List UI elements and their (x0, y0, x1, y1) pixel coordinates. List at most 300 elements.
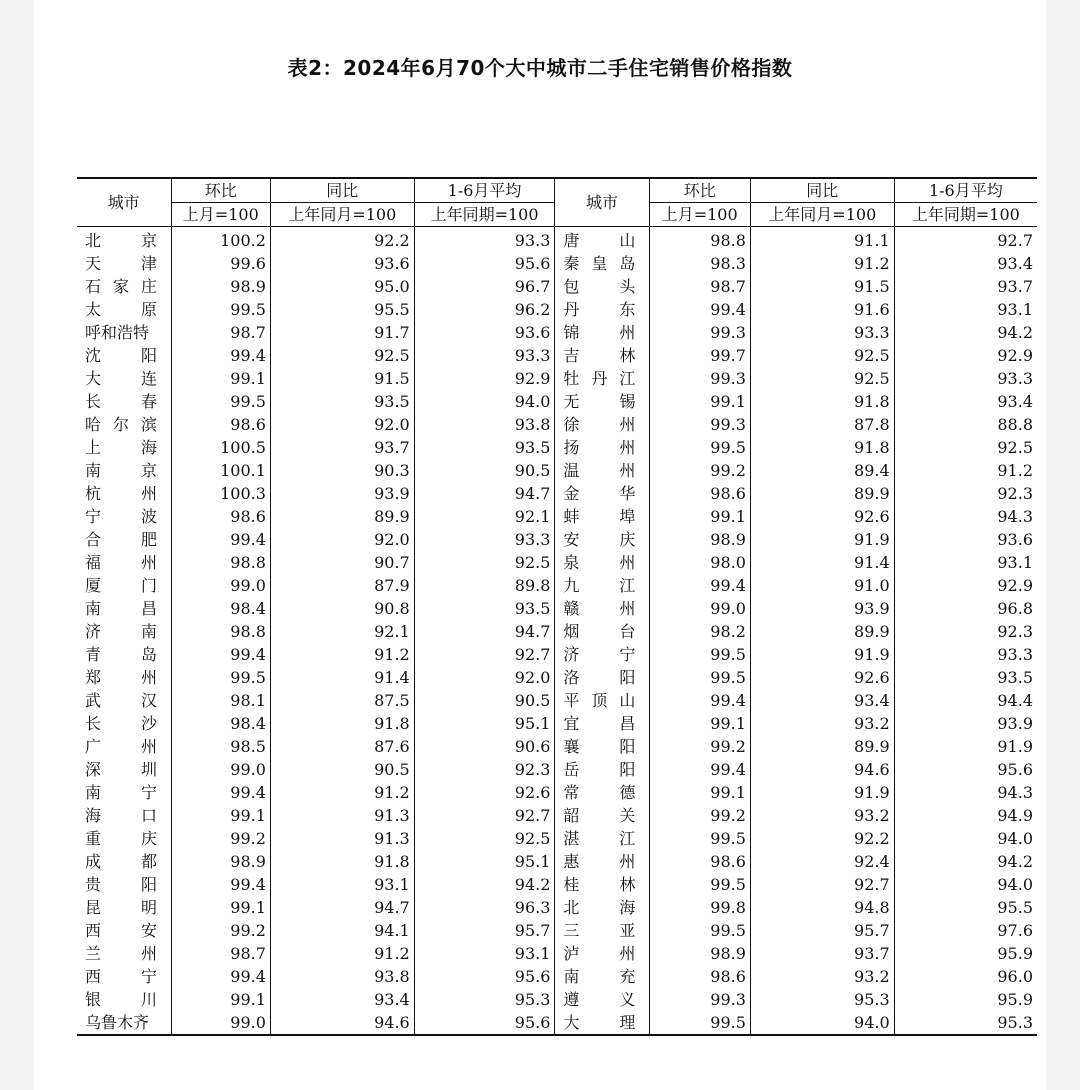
city-cell (555, 1011, 649, 1035)
table-row (77, 436, 1037, 459)
city-cell (555, 597, 649, 620)
avg-cell: 92.1 (414, 505, 555, 528)
header-avg-base: 上年同期=100 (414, 203, 555, 227)
yoy-cell: 91.2 (270, 781, 414, 804)
yoy-cell: 94.1 (270, 919, 414, 942)
city-name: 西 安 (85, 920, 157, 940)
city-cell (555, 528, 649, 551)
mom-cell: 99.2 (171, 919, 270, 942)
city-cell (77, 436, 171, 459)
yoy-cell: 87.5 (270, 689, 414, 712)
yoy-cell: 92.6 (750, 505, 894, 528)
mom-cell: 99.3 (649, 988, 750, 1011)
city-cell (555, 712, 649, 735)
avg-cell: 93.5 (414, 597, 555, 620)
table-row (77, 712, 1037, 735)
city-cell (77, 505, 171, 528)
yoy-cell: 87.6 (270, 735, 414, 758)
city-cell (77, 459, 171, 482)
mom-cell: 99.1 (171, 804, 270, 827)
avg-cell: 92.3 (414, 758, 555, 781)
city-cell (77, 275, 171, 298)
yoy-cell: 92.0 (270, 413, 414, 436)
city-cell (77, 896, 171, 919)
avg-cell: 92.7 (414, 804, 555, 827)
city-name: 吉 林 (563, 345, 636, 365)
avg-cell: 95.7 (414, 919, 555, 942)
city-cell (77, 321, 171, 344)
avg-cell: 93.7 (894, 275, 1037, 298)
city-name: 三 亚 (563, 920, 636, 940)
header-mom: 环比 (171, 178, 270, 203)
mom-cell: 98.3 (649, 252, 750, 275)
mom-cell: 98.9 (649, 528, 750, 551)
table-row (77, 873, 1037, 896)
mom-cell: 98.9 (171, 850, 270, 873)
city-name: 赣 州 (563, 598, 636, 618)
yoy-cell: 91.3 (270, 804, 414, 827)
city-name: 青 岛 (85, 644, 157, 664)
yoy-cell: 91.9 (750, 528, 894, 551)
mom-cell: 98.9 (649, 942, 750, 965)
avg-cell: 92.3 (894, 620, 1037, 643)
avg-cell: 94.0 (894, 827, 1037, 850)
header-mom-base-right: 上月=100 (649, 203, 750, 227)
city-name: 惠 州 (563, 851, 636, 871)
avg-cell: 92.7 (414, 643, 555, 666)
city-name: 徐 州 (563, 414, 636, 434)
city-cell (555, 965, 649, 988)
table-row (77, 758, 1037, 781)
yoy-cell: 92.6 (750, 666, 894, 689)
city-name: 银 川 (85, 989, 157, 1009)
table-row (77, 321, 1037, 344)
yoy-cell: 91.5 (750, 275, 894, 298)
header-avg: 1-6月平均 (414, 178, 555, 203)
city-cell (555, 850, 649, 873)
header-mom-right: 环比 (649, 178, 750, 203)
avg-cell: 95.3 (414, 988, 555, 1011)
yoy-cell: 95.5 (270, 298, 414, 321)
city-cell (77, 227, 171, 253)
table-row (77, 390, 1037, 413)
city-cell (555, 298, 649, 321)
city-cell (555, 735, 649, 758)
mom-cell: 99.4 (171, 344, 270, 367)
yoy-cell: 91.4 (270, 666, 414, 689)
mom-cell: 99.4 (649, 298, 750, 321)
city-cell (555, 436, 649, 459)
mom-cell: 98.8 (649, 227, 750, 253)
yoy-cell: 93.3 (750, 321, 894, 344)
city-cell (77, 827, 171, 850)
avg-cell: 96.8 (894, 597, 1037, 620)
city-cell (555, 781, 649, 804)
avg-cell: 96.3 (414, 896, 555, 919)
city-cell (555, 942, 649, 965)
avg-cell: 94.2 (894, 321, 1037, 344)
table-row (77, 298, 1037, 321)
avg-cell: 94.2 (414, 873, 555, 896)
city-cell (77, 850, 171, 873)
city-cell (555, 344, 649, 367)
yoy-cell: 91.2 (270, 942, 414, 965)
mom-cell: 98.0 (649, 551, 750, 574)
mom-cell: 100.5 (171, 436, 270, 459)
city-cell (555, 804, 649, 827)
yoy-cell: 93.7 (750, 942, 894, 965)
city-cell (555, 574, 649, 597)
avg-cell: 92.7 (894, 227, 1037, 253)
city-name: 大 理 (563, 1012, 636, 1032)
city-name: 岳 阳 (563, 759, 636, 779)
mom-cell: 99.4 (649, 574, 750, 597)
yoy-cell: 92.0 (270, 528, 414, 551)
yoy-cell: 93.6 (270, 252, 414, 275)
mom-cell: 98.6 (649, 965, 750, 988)
city-name: 宁 波 (85, 506, 157, 526)
mom-cell: 99.1 (171, 896, 270, 919)
mom-cell: 99.5 (171, 390, 270, 413)
city-name: 广 州 (85, 736, 157, 756)
yoy-cell: 93.7 (270, 436, 414, 459)
table-row (77, 367, 1037, 390)
table-row (77, 804, 1037, 827)
city-cell (555, 551, 649, 574)
table-row (77, 275, 1037, 298)
table-row (77, 735, 1037, 758)
avg-cell: 89.8 (414, 574, 555, 597)
city-cell (555, 390, 649, 413)
mom-cell: 99.4 (649, 689, 750, 712)
city-name: 安 庆 (563, 529, 636, 549)
yoy-cell: 93.1 (270, 873, 414, 896)
avg-cell: 93.6 (894, 528, 1037, 551)
city-name: 北 京 (85, 230, 157, 250)
city-cell (77, 919, 171, 942)
avg-cell: 93.1 (894, 551, 1037, 574)
mom-cell: 98.8 (171, 551, 270, 574)
mom-cell: 99.4 (171, 528, 270, 551)
avg-cell: 97.6 (894, 919, 1037, 942)
mom-cell: 98.6 (649, 482, 750, 505)
table-row (77, 827, 1037, 850)
avg-cell: 93.1 (894, 298, 1037, 321)
avg-cell: 94.3 (894, 781, 1037, 804)
city-name: 深 圳 (85, 759, 157, 779)
city-name: 平 顶 山 (563, 690, 636, 710)
yoy-cell: 91.8 (270, 850, 414, 873)
avg-cell: 95.9 (894, 942, 1037, 965)
mom-cell: 99.0 (171, 574, 270, 597)
city-cell (555, 482, 649, 505)
mom-cell: 98.7 (649, 275, 750, 298)
mom-cell: 99.1 (649, 712, 750, 735)
mom-cell: 98.6 (171, 505, 270, 528)
table-row (77, 413, 1037, 436)
mom-cell: 99.1 (171, 367, 270, 390)
city-name: 大 连 (85, 368, 157, 388)
avg-cell: 93.8 (414, 413, 555, 436)
yoy-cell: 92.1 (270, 620, 414, 643)
city-name: 韶 关 (563, 805, 636, 825)
mom-cell: 99.7 (649, 344, 750, 367)
yoy-cell: 95.7 (750, 919, 894, 942)
yoy-cell: 89.9 (750, 620, 894, 643)
city-name: 昆 明 (85, 897, 157, 917)
yoy-cell: 92.2 (750, 827, 894, 850)
mom-cell: 99.5 (649, 1011, 750, 1035)
header-yoy-base: 上年同月=100 (270, 203, 414, 227)
mom-cell: 98.4 (171, 712, 270, 735)
avg-cell: 95.5 (894, 896, 1037, 919)
city-cell (555, 367, 649, 390)
avg-cell: 95.6 (894, 758, 1037, 781)
city-name: 金 华 (563, 483, 636, 503)
avg-cell: 94.2 (894, 850, 1037, 873)
yoy-cell: 91.7 (270, 321, 414, 344)
yoy-cell: 93.9 (270, 482, 414, 505)
yoy-cell: 91.4 (750, 551, 894, 574)
city-name: 南 京 (85, 460, 157, 480)
city-cell (555, 827, 649, 850)
yoy-cell: 89.9 (750, 735, 894, 758)
avg-cell: 92.9 (894, 574, 1037, 597)
mom-cell: 100.1 (171, 459, 270, 482)
yoy-cell: 91.8 (750, 436, 894, 459)
table-row (77, 597, 1037, 620)
avg-cell: 93.3 (414, 528, 555, 551)
city-cell (77, 735, 171, 758)
city-name: 长 春 (85, 391, 157, 411)
yoy-cell: 92.7 (750, 873, 894, 896)
city-cell (77, 666, 171, 689)
city-cell (77, 758, 171, 781)
city-name: 太 原 (85, 299, 157, 319)
mom-cell: 99.2 (649, 459, 750, 482)
header-city-right: 城市 (555, 178, 649, 227)
table-row (77, 551, 1037, 574)
avg-cell: 93.5 (894, 666, 1037, 689)
avg-cell: 93.6 (414, 321, 555, 344)
yoy-cell: 89.4 (750, 459, 894, 482)
table-row (77, 643, 1037, 666)
avg-cell: 92.9 (894, 344, 1037, 367)
city-name: 扬 州 (563, 437, 636, 457)
mom-cell: 98.2 (649, 620, 750, 643)
avg-cell: 94.0 (894, 873, 1037, 896)
mom-cell: 99.1 (649, 390, 750, 413)
avg-cell: 96.7 (414, 275, 555, 298)
mom-cell: 99.3 (649, 413, 750, 436)
mom-cell: 99.3 (649, 321, 750, 344)
yoy-cell: 94.6 (270, 1011, 414, 1035)
avg-cell: 93.3 (894, 367, 1037, 390)
city-cell (77, 551, 171, 574)
city-cell (555, 988, 649, 1011)
yoy-cell: 94.6 (750, 758, 894, 781)
mom-cell: 100.2 (171, 227, 270, 253)
table-row (77, 965, 1037, 988)
city-cell (555, 873, 649, 896)
yoy-cell: 91.9 (750, 781, 894, 804)
mom-cell: 99.8 (649, 896, 750, 919)
city-name: 济 南 (85, 621, 157, 641)
yoy-cell: 93.2 (750, 804, 894, 827)
city-cell (77, 252, 171, 275)
table-body (77, 227, 1037, 1036)
avg-cell: 94.9 (894, 804, 1037, 827)
yoy-cell: 91.3 (270, 827, 414, 850)
city-cell (77, 574, 171, 597)
avg-cell: 92.3 (894, 482, 1037, 505)
city-name: 泉 州 (563, 552, 636, 572)
table-title: 表2：2024年6月70个大中城市二手住宅销售价格指数 (287, 56, 793, 80)
mom-cell: 99.5 (171, 666, 270, 689)
avg-cell: 91.9 (894, 735, 1037, 758)
yoy-cell: 94.7 (270, 896, 414, 919)
yoy-cell: 91.1 (750, 227, 894, 253)
table-row (77, 781, 1037, 804)
city-cell (555, 459, 649, 482)
city-name: 兰 州 (85, 943, 157, 963)
avg-cell: 90.6 (414, 735, 555, 758)
city-cell (77, 781, 171, 804)
avg-cell: 92.5 (414, 827, 555, 850)
yoy-cell: 91.6 (750, 298, 894, 321)
mom-cell: 99.1 (649, 781, 750, 804)
table-row (77, 344, 1037, 367)
city-cell (77, 620, 171, 643)
city-name: 合 肥 (85, 529, 157, 549)
city-name: 南 充 (563, 966, 636, 986)
city-cell (77, 367, 171, 390)
table-row (77, 666, 1037, 689)
city-cell (77, 965, 171, 988)
table-row (77, 1011, 1037, 1035)
table-header (77, 178, 1037, 227)
city-cell (77, 689, 171, 712)
yoy-cell: 93.5 (270, 390, 414, 413)
header-city: 城市 (77, 178, 171, 227)
city-name: 常 德 (563, 782, 636, 802)
avg-cell: 93.9 (894, 712, 1037, 735)
yoy-cell: 92.5 (750, 367, 894, 390)
city-name: 呼 和 浩 特 (85, 322, 150, 342)
avg-cell: 93.1 (414, 942, 555, 965)
city-cell (77, 804, 171, 827)
city-name: 洛 阳 (563, 667, 636, 687)
table-row (77, 482, 1037, 505)
document-page (34, 0, 1046, 1090)
yoy-cell: 92.5 (270, 344, 414, 367)
avg-cell: 93.3 (414, 227, 555, 253)
avg-cell: 88.8 (894, 413, 1037, 436)
city-cell (555, 689, 649, 712)
yoy-cell: 91.2 (750, 252, 894, 275)
city-name: 郑 州 (85, 667, 157, 687)
header-mom-base: 上月=100 (171, 203, 270, 227)
mom-cell: 99.4 (171, 965, 270, 988)
avg-cell: 95.1 (414, 850, 555, 873)
yoy-cell: 87.8 (750, 413, 894, 436)
yoy-cell: 93.4 (270, 988, 414, 1011)
city-cell (77, 873, 171, 896)
table-row (77, 227, 1037, 253)
mom-cell: 99.2 (171, 827, 270, 850)
header-yoy: 同比 (270, 178, 414, 203)
city-name: 包 头 (563, 276, 636, 296)
avg-cell: 94.7 (414, 620, 555, 643)
mom-cell: 98.4 (171, 597, 270, 620)
city-cell (77, 413, 171, 436)
city-name: 温 州 (563, 460, 636, 480)
yoy-cell: 91.2 (270, 643, 414, 666)
city-name: 烟 台 (563, 621, 636, 641)
mom-cell: 98.6 (649, 850, 750, 873)
avg-cell: 92.5 (414, 551, 555, 574)
city-cell (77, 298, 171, 321)
city-name: 九 江 (563, 575, 636, 595)
city-cell (555, 227, 649, 253)
city-name: 福 州 (85, 552, 157, 572)
city-cell (555, 896, 649, 919)
mom-cell: 99.3 (649, 367, 750, 390)
yoy-cell: 94.0 (750, 1011, 894, 1035)
city-cell (555, 620, 649, 643)
city-name: 贵 阳 (85, 874, 157, 894)
yoy-cell: 90.5 (270, 758, 414, 781)
mom-cell: 99.0 (649, 597, 750, 620)
table-row (77, 505, 1037, 528)
table-row (77, 252, 1037, 275)
mom-cell: 99.5 (171, 298, 270, 321)
city-name: 桂 林 (563, 874, 636, 894)
yoy-cell: 91.5 (270, 367, 414, 390)
mom-cell: 98.7 (171, 321, 270, 344)
city-name: 西 宁 (85, 966, 157, 986)
table-row (77, 988, 1037, 1011)
yoy-cell: 94.8 (750, 896, 894, 919)
city-cell (77, 1011, 171, 1035)
avg-cell: 92.0 (414, 666, 555, 689)
mom-cell: 99.4 (171, 643, 270, 666)
mom-cell: 99.2 (649, 735, 750, 758)
city-cell (77, 942, 171, 965)
table-row (77, 574, 1037, 597)
yoy-cell: 93.4 (750, 689, 894, 712)
avg-cell: 95.6 (414, 1011, 555, 1035)
yoy-cell: 90.7 (270, 551, 414, 574)
city-name: 襄 阳 (563, 736, 636, 756)
avg-cell: 93.3 (414, 344, 555, 367)
city-name: 成 都 (85, 851, 157, 871)
city-name: 南 宁 (85, 782, 157, 802)
city-name: 沈 阳 (85, 345, 157, 365)
mom-cell: 99.5 (649, 666, 750, 689)
city-name: 丹 东 (563, 299, 636, 319)
city-name: 石 家 庄 (85, 276, 157, 296)
avg-cell: 95.6 (414, 965, 555, 988)
table-row (77, 896, 1037, 919)
table-row (77, 850, 1037, 873)
avg-cell: 92.9 (414, 367, 555, 390)
avg-cell: 95.3 (894, 1011, 1037, 1035)
city-name: 长 沙 (85, 713, 157, 733)
yoy-cell: 91.9 (750, 643, 894, 666)
city-cell (555, 275, 649, 298)
yoy-cell: 87.9 (270, 574, 414, 597)
